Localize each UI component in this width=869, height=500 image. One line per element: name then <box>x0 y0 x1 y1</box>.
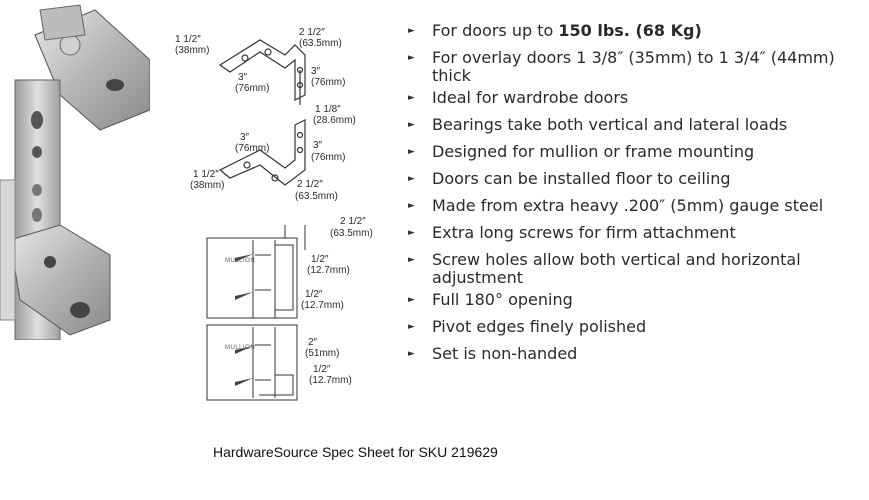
feature-item: ► Doors can be installed floor to ceiling <box>408 169 731 188</box>
dim-label: 3″ <box>240 132 250 143</box>
svg-text:(63.5mm) <box>330 228 373 239</box>
feature-item: ► Pivot edges finely polished <box>408 317 647 336</box>
dim-label: 1/2″ <box>313 364 331 375</box>
dim-label: (12.7mm) <box>301 300 344 311</box>
svg-text:(38mm) <box>175 45 209 56</box>
svg-text:3″ <box>313 140 323 151</box>
bullet-arrow-icon: ► <box>408 147 415 157</box>
dim-label: 3″ <box>313 140 323 151</box>
dim-label: (12.7mm) <box>309 375 352 386</box>
feature-item: ► Bearings take both vertical and lateral loads <box>408 115 788 134</box>
bullet-arrow-icon: ► <box>408 53 415 63</box>
bullet-arrow-icon: ► <box>408 120 415 130</box>
svg-text:(51mm) <box>305 348 339 359</box>
dim-label: 2 1/2″ <box>340 216 366 227</box>
bullet-arrow-icon: ► <box>408 349 415 359</box>
svg-text:(63.5mm) <box>295 191 338 202</box>
dim-label: (76mm) <box>235 143 270 154</box>
svg-text:(12.7mm) <box>309 375 352 386</box>
svg-text:(76mm) <box>311 77 345 88</box>
feature-item: ► Full 180° opening <box>408 290 573 309</box>
svg-text:1 1/8″ <box>315 104 341 115</box>
feature-item: ► Extra long screws for firm attachment <box>408 223 736 242</box>
dim-label: 1 1/2″ <box>175 34 201 45</box>
mullion-section-drawing <box>207 225 305 400</box>
bullet-arrow-icon: ► <box>408 26 415 36</box>
dim-label: (76mm) <box>311 77 346 88</box>
svg-text:(76mm) <box>235 143 269 154</box>
bullet-arrow-icon: ► <box>408 255 415 265</box>
feature-item: ► Designed for mullion or frame mounting <box>408 142 755 161</box>
bullet-arrow-icon: ► <box>408 322 415 332</box>
dim-label: (63.5mm) <box>299 38 342 49</box>
dim-label: 1 1/2″ <box>193 169 219 180</box>
svg-text:2″ <box>308 337 318 348</box>
svg-text:(12.7mm) <box>307 265 350 276</box>
upper-bracket-drawing <box>220 40 305 105</box>
dim-label: (38mm) <box>190 180 225 191</box>
svg-text:(63.5mm) <box>299 38 342 49</box>
dim-label: (76mm) <box>311 152 346 163</box>
svg-text:MULLION <box>225 345 255 351</box>
dim-label: (28.6mm) <box>313 115 356 126</box>
mullion-label: MULLION <box>225 258 256 264</box>
spec-sheet-caption: HardwareSource Spec Sheet for SKU 219629 <box>213 444 498 460</box>
dim-label: 2 1/2″ <box>299 27 325 38</box>
feature-item: ► For overlay doors 1 3/8″ (35mm) to 1 3/4″ (44mm) thick <box>408 48 835 85</box>
feature-list <box>408 22 858 372</box>
dim-label: 2 1/2″ <box>297 179 323 190</box>
svg-text:MULLION <box>225 258 255 264</box>
feature-item: ► For doors up to 150 lbs. (68 Kg) <box>408 21 702 40</box>
svg-text:(76mm) <box>235 83 269 94</box>
svg-text:(12.7mm) <box>301 300 344 311</box>
svg-text:3″ <box>238 72 248 83</box>
svg-text:2 1/2″ <box>340 216 366 227</box>
dim-label: (63.5mm) <box>330 228 373 239</box>
dim-label: (63.5mm) <box>295 191 338 202</box>
svg-text:1/2″ <box>311 254 329 265</box>
weight-capacity: 150 lbs. (68 Kg) <box>558 21 702 40</box>
bullet-arrow-icon: ► <box>408 295 415 305</box>
bullet-arrow-icon: ► <box>408 174 415 184</box>
bullet-arrow-icon: ► <box>408 201 415 211</box>
feature-item: ► Made from extra heavy .200″ (5mm) gauge steel <box>408 196 824 215</box>
bullet-arrow-icon: ► <box>408 93 415 103</box>
dim-label: 3″ <box>311 66 321 77</box>
dim-label: (51mm) <box>305 348 340 359</box>
dim-label: (38mm) <box>175 45 210 56</box>
feature-item: ► Screw holes allow both vertical and horizontal adjustment <box>408 250 801 287</box>
mullion-label: MULLION <box>225 345 256 351</box>
dim-label: (76mm) <box>235 83 270 94</box>
svg-text:1 1/2″ <box>175 34 201 45</box>
svg-text:1 1/2″ <box>193 169 219 180</box>
dimension-diagrams <box>175 0 400 430</box>
hinge-photo <box>0 0 150 340</box>
svg-text:2 1/2″ <box>297 179 323 190</box>
svg-text:(38mm) <box>190 180 224 191</box>
svg-text:1/2″ <box>305 289 323 300</box>
dim-label: 1/2″ <box>311 254 329 265</box>
feature-item: ► Set is non-handed <box>408 344 578 363</box>
svg-text:2 1/2″ <box>299 27 325 38</box>
dim-label: (12.7mm) <box>307 265 350 276</box>
svg-text:3″ <box>311 66 321 77</box>
svg-text:3″ <box>240 132 250 143</box>
svg-text:(28.6mm) <box>313 115 356 126</box>
dim-label: 1 1/8″ <box>315 104 341 115</box>
dim-label: 1/2″ <box>305 289 323 300</box>
feature-item: ► Ideal for wardrobe doors <box>408 88 629 107</box>
svg-text:(76mm) <box>311 152 345 163</box>
svg-text:1/2″ <box>313 364 331 375</box>
dim-label: 3″ <box>238 72 248 83</box>
dim-label: 2″ <box>308 337 318 348</box>
bullet-arrow-icon: ► <box>408 228 415 238</box>
